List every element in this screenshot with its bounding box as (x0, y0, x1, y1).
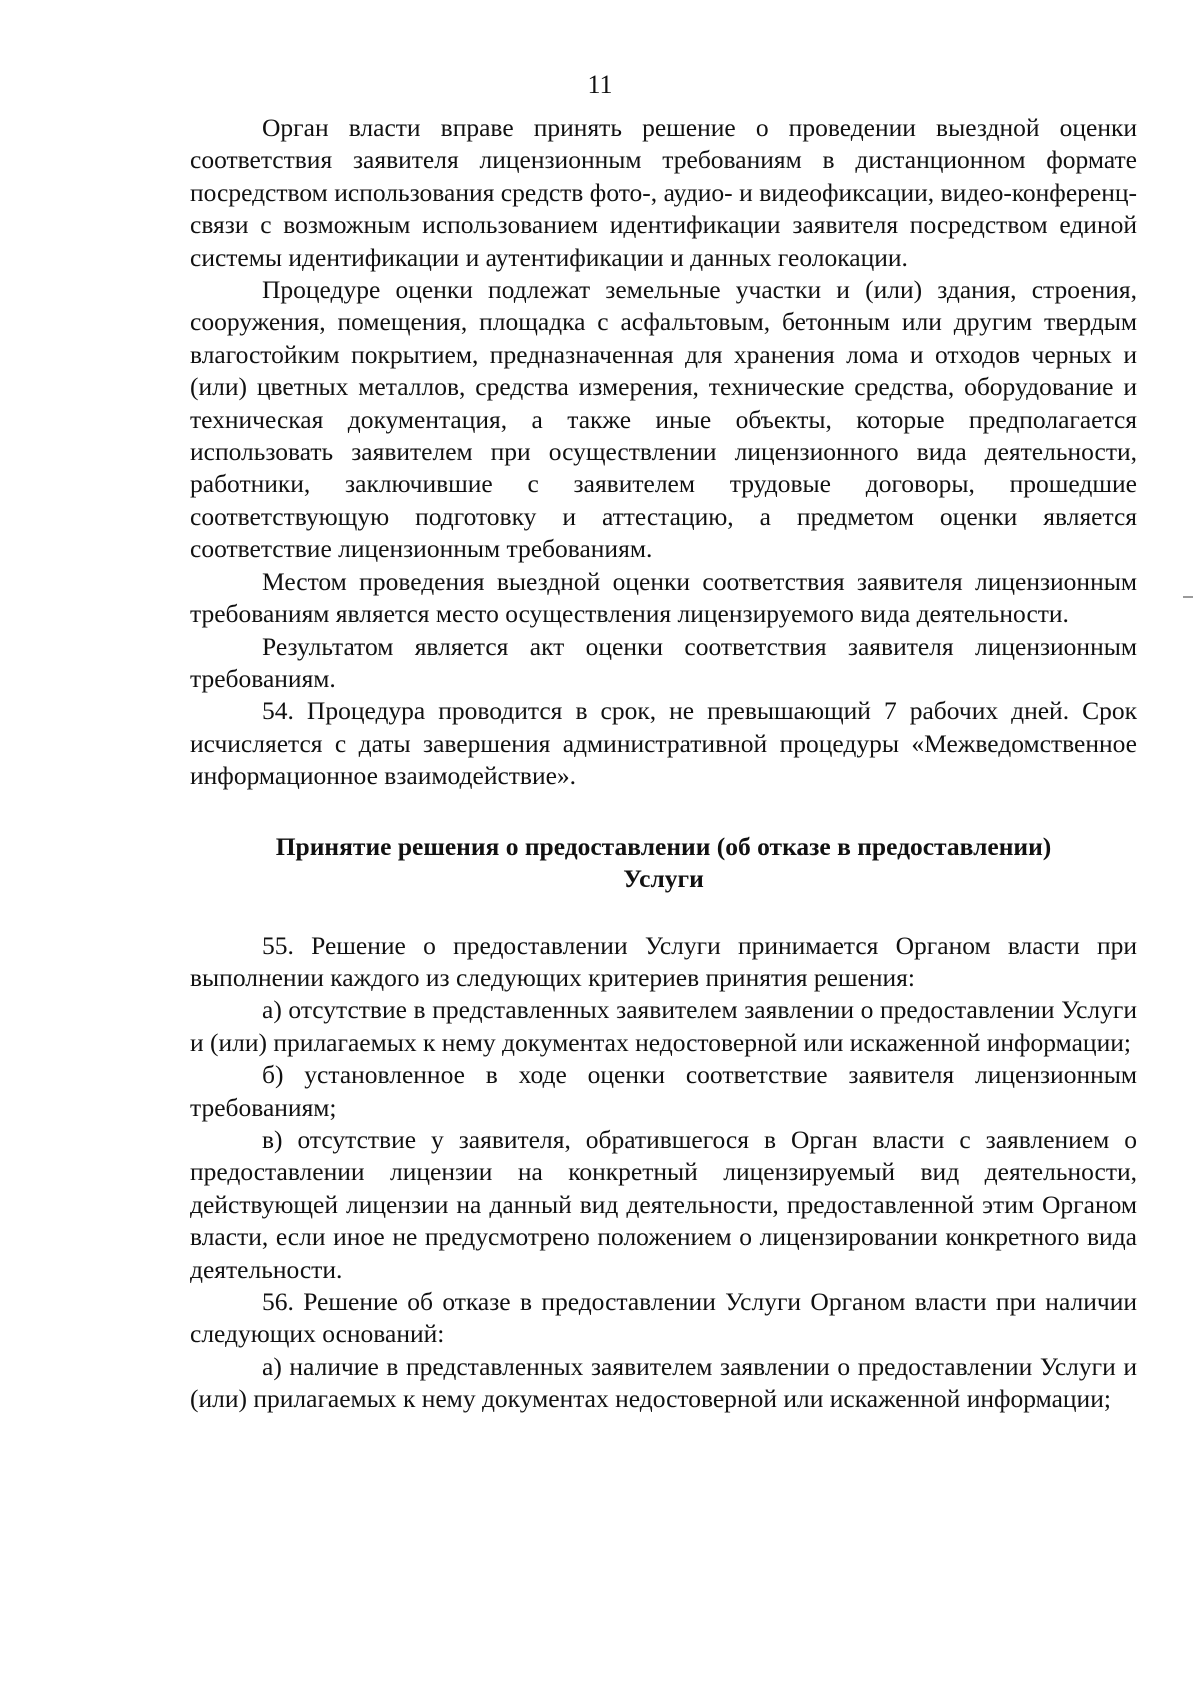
document-body (190, 112, 1137, 1416)
section-heading-line-2: Услуги (623, 863, 704, 893)
paragraph-56-a: а) наличие в представленных заявителем заявлении о предоставлении Услуги и (или) прилагаемых к нему документах недостоверной или искаженной информации; (190, 1351, 1137, 1414)
paragraph-assessment-objects: Процедуре оценки подлежат земельные участки и (или) здания, строения, сооружения, помещения, площадка с асфальтовым, бетонным или другим твердым влагостойким покрытием, предназначенная для хранения лома и отходов черных и (или) цветных металлов, средства измерения, технические средства, оборудование и техническая документация, а также иные объекты, которые предполагается использовать заявителем при осуществлении лицензионного вида деятельности, работники, заключившие с заявителем трудовые договоры, прошедшие соответствующую подготовку и аттестацию, а предметом оценки является соответствие лицензионным требованиям. (190, 275, 1137, 564)
paragraph-55: 55. Решение о предоставлении Услуги принимается Органом власти при выполнении каждого из следующих критериев принятия решения: (190, 930, 1137, 992)
paragraph-assessment-result: Результатом является акт оценки соответствия заявителя лицензионным требованиям. (190, 631, 1137, 693)
paragraph-56: 56. Решение об отказе в предоставлении Услуги Органом власти при наличии следующих оснований: (190, 1287, 1137, 1349)
paragraph-55-a: а) отсутствие в представленных заявителем заявлении о предоставлении Услуги и (или) прилагаемых к нему документах недостоверной или искаженной информации; (190, 995, 1137, 1057)
section-heading-line-1: Принятие решения о предоставлении (об отказе в предоставлении) (275, 831, 1052, 861)
paragraph-assessment-place: Местом проведения выездной оценки соответствия заявителя лицензионным требованиям является место осуществления лицензируемого вида деятельности. (190, 566, 1137, 629)
paragraph-55-c: в) отсутствие у заявителя, обратившегося в Орган власти с заявлением о предоставлении лицензии на конкретный лицензируемый вид деятельности, действующей лицензии на данный вид деятельности, предоставленной этим Органом власти, если иное не предусмотрено положением о лицензировании конкретного вида деятельности. (190, 1124, 1137, 1284)
margin-mark (1183, 596, 1193, 598)
section-heading (190, 831, 1137, 895)
paragraph-remote-assessment: Орган власти вправе принять решение о проведении выездной оценки соответствия заявителя лицензионным требованиям в дистанционном формате посредством использования средств фото-, аудио- и видеофиксации, видео-конференц-связи с возможным использованием идентификации заявителя посредством единой системы идентификации и аутентификации и данных геолокации. (190, 113, 1137, 272)
paragraph-54: 54. Процедура проводится в срок, не превышающий 7 рабочих дней. Срок исчисляется с даты завершения административной процедуры «Межведомственное информационное взаимодействие». (190, 696, 1137, 791)
page-number: 11 (587, 70, 613, 99)
paragraph-55-b: б) установленное в ходе оценки соответствие заявителя лицензионным требованиям; (190, 1060, 1137, 1122)
